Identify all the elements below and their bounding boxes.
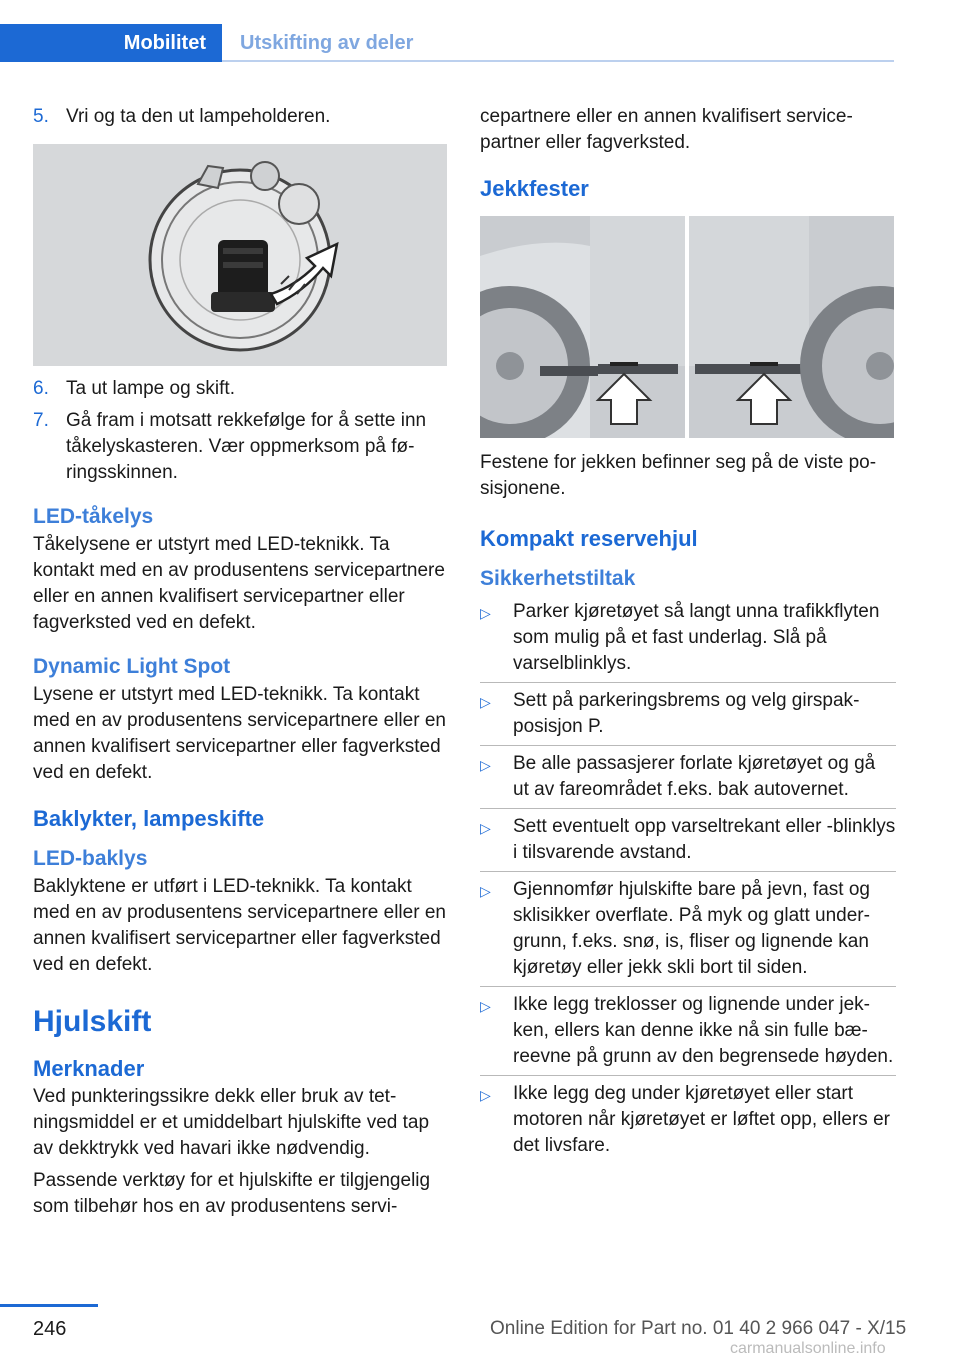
heading-rear-lights: Baklykter, lampeskifte (33, 806, 265, 831)
step-number: 5. (33, 106, 49, 127)
list-item (480, 746, 896, 809)
heading-jack-points: Jekkfester (480, 176, 589, 201)
heading-dynamic-light-spot: Dynamic Light Spot (33, 655, 231, 678)
page-header (0, 0, 960, 64)
bullet-icon: ▷ (480, 757, 491, 773)
step-number: 6. (33, 378, 49, 399)
list-item-text: Gjennomfør hjulskifte bare på jevn, fast og sklisikker overflate. På myk og glatt undergrunn, f.eks. snø, is, fliser og lignende kan kjøretøy eller jekk skli bort til siden. (513, 879, 870, 978)
step-5 (33, 104, 449, 130)
heading-safety: Sikkerhetstiltak (480, 567, 636, 590)
chapter-tab: Mobilitet (0, 24, 222, 62)
left-column (33, 104, 449, 1226)
step-text: Ta ut lampe og skift. (66, 378, 235, 399)
heading-notes: Merknader (33, 1056, 145, 1081)
jack-caption: Festene for jekken befinner seg på de viste posisjonene. (480, 452, 877, 499)
list-item (480, 987, 896, 1076)
bullet-icon: ▷ (480, 883, 491, 899)
list-item (480, 872, 896, 987)
heading-led-fog: LED-tåkelys (33, 505, 154, 528)
bullet-icon: ▷ (480, 1087, 491, 1103)
notes-paragraph-1: Ved punkteringssikre dekk eller bruk av tetningsmiddel er et umiddelbart hjulskifte ved tap av dekktrykk ved havari ikke nødvendig. (33, 1086, 430, 1159)
step-text: Gå fram i motsatt rekkefølge for å sette inn tåkelyskasteren. Vær oppmerksom på føringsskinnen. (66, 410, 427, 483)
continued-text: cepartnere eller en annen kvalifisert servicepartner eller fagverksted. (480, 106, 853, 153)
list-item-text: Ikke legg deg under kjøretøyet eller start motoren når kjøretøyet er løftet opp, ellers er det livsfare. (513, 1083, 890, 1156)
jack-points-figure (480, 216, 894, 438)
jack-points-illustration (480, 216, 894, 438)
section-title: Utskifting av deler (240, 31, 414, 54)
safety-list (480, 594, 896, 1164)
watermark: carmanualsonline.info (730, 1340, 886, 1357)
list-item-text: Ikke legg treklosser og lignende under jekken, ellers kan denne ikke nå sin fulle bæreevne på grunn av den begrensede høyden. (513, 994, 894, 1067)
step-number: 7. (33, 410, 49, 431)
heading-compact-spare: Kompakt reservehjul (480, 526, 698, 551)
dynamic-light-spot-text: Lysene er utstyrt med LED-teknikk. Ta kontakt med en av produsentens servicepartnere eller en annen kvalifisert servicepartner eller fagverksted ved en defekt. (33, 684, 446, 783)
list-item-text: Sett eventuelt opp varseltrekant eller -blinklys i tilsvarende avstand. (513, 816, 896, 863)
page-number: 246 (33, 1318, 67, 1340)
step-6 (33, 376, 449, 402)
edition-note: Online Edition for Part no. 01 40 2 966 047 - X/15 (490, 1318, 907, 1339)
bullet-icon: ▷ (480, 694, 491, 710)
step-7 (33, 408, 449, 486)
heading-wheel-change: Hjulskift (33, 1005, 152, 1038)
list-item (480, 1076, 896, 1164)
notes-paragraph-2: Passende verktøy for et hjulskifte er tilgjengelig som tilbehør hos en av produsentens servi- (33, 1170, 431, 1217)
led-rear-text: Baklyktene er utført i LED-teknikk. Ta kontakt med en av produsentens servicepartnere eller en annen kvalifisert servicepartner eller fagverksted ved en defekt. (33, 876, 446, 975)
right-column (480, 104, 896, 1164)
list-item (480, 683, 896, 746)
list-item-text: Be alle passasjerer forlate kjøretøyet og gå ut av fareområdet f.eks. bak autovernet. (513, 753, 876, 800)
list-item-text: Parker kjøretøyet så langt unna trafikkflyten som mulig på et fast underlag. Slå på varselblinklys. (513, 601, 880, 674)
led-fog-text: Tåkelysene er utstyrt med LED-teknikk. Ta kontakt med en av produsentens servicepartnere eller en annen kvalifisert servicepartner eller fagverksted ved en defekt. (33, 534, 445, 633)
lamp-holder-figure (33, 144, 447, 366)
bullet-icon: ▷ (480, 998, 491, 1014)
step-text: Vri og ta den ut lampeholderen. (66, 106, 331, 127)
heading-led-rear: LED-baklys (33, 847, 148, 870)
header-divider (222, 60, 894, 62)
list-item-text: Sett på parkeringsbrems og velg girspakposisjon P. (513, 690, 860, 737)
list-item (480, 809, 896, 872)
list-item (480, 594, 896, 683)
bullet-icon: ▷ (480, 820, 491, 836)
bullet-icon: ▷ (480, 605, 491, 621)
lamp-holder-illustration (33, 144, 447, 366)
footer-divider (0, 1304, 98, 1307)
